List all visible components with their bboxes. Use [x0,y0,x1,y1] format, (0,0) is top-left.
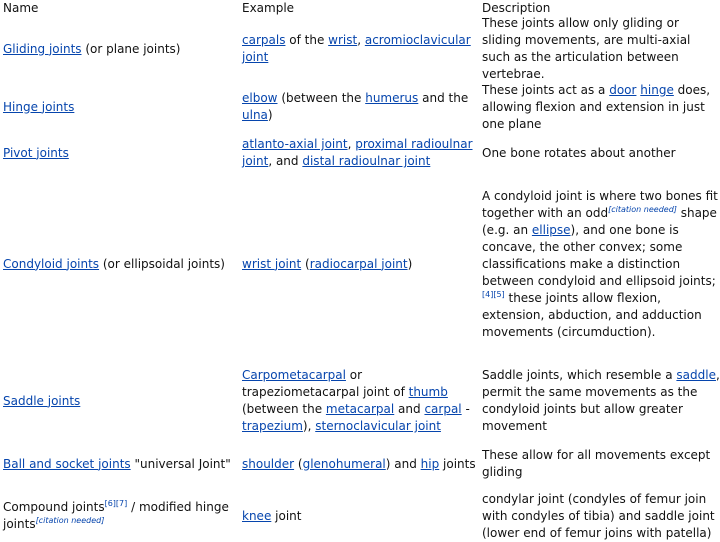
row-3-name [3,145,69,162]
row-7-example-cell [242,490,476,542]
cell-text: and the [418,91,469,105]
cell-text: (or ellipsoidal joints) [99,256,225,271]
row-4-description [482,188,720,341]
row-4-example [242,256,412,273]
row-7-example [242,508,301,525]
row-5-example [242,367,476,435]
cell-text: (or plane joints) [81,41,181,56]
row-6-example-cell [242,446,476,482]
row-1-example [242,32,476,66]
header-example-label: Example [242,1,295,15]
reference-link[interactable]: [6][7] [104,499,128,508]
row-1-name-cell [3,26,235,72]
link-carpal[interactable]: carpal [424,402,462,416]
link-hinge[interactable]: hinge [640,82,674,97]
row-5-name [3,393,80,410]
row-1-description [482,15,720,83]
link-gliding-joints[interactable]: Gliding joints [3,41,82,56]
header-description-label: Description [482,1,551,15]
row-4-name-cell [3,194,235,334]
link-hip[interactable]: hip [420,456,440,471]
row-3-example [242,136,476,170]
cell-text: ) [407,256,413,271]
row-7-name-cell [3,490,235,542]
cell-text: ), [302,419,316,433]
row-3-description-cell [482,135,720,171]
link-condyloid-joints[interactable]: Condyloid joints [3,256,100,271]
row-6-description [482,447,720,481]
row-2-example-cell [242,80,476,134]
row-2-description-cell [482,80,720,134]
header-example [242,0,476,20]
link-carpometacarpal[interactable]: Carpometacarpal [242,368,346,382]
row-3-description [482,145,676,162]
link-ball-and-socket-joints[interactable]: Ball and socket joints [3,456,131,471]
cell-text: These joints act as a [482,82,610,97]
cell-text: A condyloid joint is where two bones fit together with an odd [482,188,718,220]
header-name-label: Name [3,1,39,15]
cell-text: of the [285,33,329,47]
cell-text: condylar joint (condyles of femur join with condyles of tibia) and saddle joint (lower end of femur joins with patella) [482,491,715,540]
cell-text: , permit the same movements as the condyloid joints but allow greater movement [482,368,720,433]
link-acromioclavicular-joint[interactable]: acromioclavicular joint [242,33,471,64]
cell-text: These joints allow only gliding or sliding movements, are multi-axial such as the articulation between vertebrae. [482,16,691,81]
link-wrist[interactable]: wrist [328,33,358,47]
cell-text: (between the [277,91,366,105]
cell-text: These allow for all movements except gliding [482,448,711,479]
link-radiocarpal-joint[interactable]: radiocarpal joint [309,256,408,271]
cell-text: ), and one bone is concave, the other convex; some classifications make a distinction between condyloid and ellipsoid joints; [482,222,716,288]
cell-text: joint [271,508,302,523]
link-wrist-joint[interactable]: wrist joint [242,256,302,271]
reference-link[interactable]: [4][5] [482,289,505,299]
link-trapezium[interactable]: trapezium [242,419,303,433]
citation-needed-note[interactable]: [citation needed] [608,204,677,214]
row-2-description [482,82,720,133]
row-6-description-cell [482,446,720,482]
row-4-example-cell [242,194,476,334]
row-7-description [482,491,720,542]
link-atlanto-axial-joint[interactable]: atlanto-axial joint [242,137,348,151]
cell-text: ) [267,108,273,122]
link-sternoclavicular-joint[interactable]: sternoclavicular joint [315,419,441,433]
header-name [3,0,235,20]
row-1-example-cell [242,26,476,72]
cell-text: Saddle joints, which resemble a [482,368,677,382]
row-2-name-cell [3,80,235,134]
link-saddle[interactable]: saddle [676,368,716,382]
link-saddle-joints[interactable]: Saddle joints [3,393,81,408]
cell-text: joints [439,456,476,471]
link-door[interactable]: door [609,82,637,97]
cell-text: and [394,402,425,416]
row-5-description [482,367,720,435]
cell-text: , and [268,154,303,168]
link-distal-radioulnar-joint[interactable]: distal radioulnar joint [302,154,431,168]
row-1-name [3,41,180,58]
row-4-description-cell [482,188,720,339]
cell-text: , [347,137,356,151]
row-7-description-cell [482,490,720,542]
cell-text: , [357,33,365,47]
cell-text: ( [301,256,310,271]
row-2-example [242,90,476,124]
cell-text: ( [294,456,303,471]
row-5-description-cell [482,364,720,438]
row-6-name-cell [3,446,235,482]
cell-text: - [461,402,470,416]
link-hinge-joints[interactable]: Hinge joints [3,99,75,114]
citation-needed-note[interactable]: [citation needed] [35,516,105,525]
row-3-example-cell [242,135,476,171]
row-6-name [3,456,231,473]
link-metacarpal[interactable]: metacarpal [325,402,395,416]
row-7-name [3,499,235,533]
row-5-example-cell [242,364,476,438]
link-ellipse[interactable]: ellipse [531,222,571,237]
cell-text: / modified hinge joints [3,500,229,531]
link-elbow[interactable]: elbow [242,91,278,105]
cell-text: or trapeziometacarpal joint of [242,368,409,399]
link-ulna[interactable]: ulna [242,108,268,122]
link-knee[interactable]: knee [242,508,272,523]
cell-text: Compound joints [3,500,105,514]
cell-text: does, allowing flexion and extension in just one plane [482,82,711,131]
link-glenohumeral[interactable]: glenohumeral [302,456,386,471]
row-6-example [242,456,476,473]
row-1-description-cell [482,16,720,81]
cell-text: "universal Joint" [130,456,231,471]
link-carpals[interactable]: carpals [242,33,286,47]
cell-text: (between the [242,402,326,416]
link-thumb[interactable]: thumb [408,385,448,399]
row-3-name-cell [3,135,235,171]
link-humerus[interactable]: humerus [365,91,419,105]
cell-text: these joints allow flexion, extension, abduction, and adduction movements (circumduction). [482,290,702,339]
row-5-name-cell [3,364,235,438]
link-pivot-joints[interactable]: Pivot joints [3,145,69,160]
cell-text: shape (e.g. an [482,205,717,237]
row-4-name [3,256,225,273]
cell-text: One bone rotates about another [482,145,676,160]
cell-text: ) and [385,456,421,471]
row-2-name [3,99,74,116]
link-shoulder[interactable]: shoulder [242,456,295,471]
link-proximal-radioulnar-joint[interactable]: proximal radioulnar joint [242,137,473,168]
